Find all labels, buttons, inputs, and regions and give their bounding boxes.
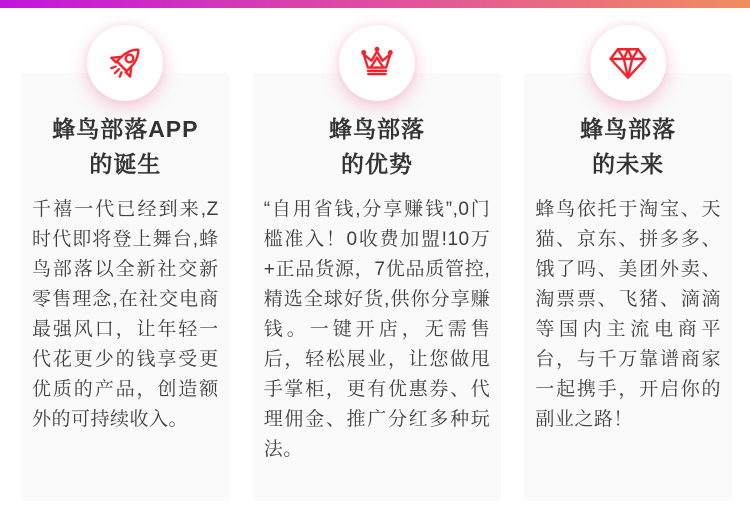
card-column-future	[524, 25, 732, 501]
card-title	[32, 112, 219, 182]
rocket-icon	[103, 41, 147, 85]
card-title-line2: 的未来	[592, 151, 665, 177]
card-app-birth	[21, 73, 230, 501]
card-future	[524, 73, 732, 501]
card-column-app-birth	[21, 25, 230, 501]
card-title-line2: 的诞生	[89, 151, 162, 177]
card-title-line1: 蜂鸟部落APP	[52, 116, 199, 142]
feature-cards-section	[0, 8, 750, 501]
top-gradient-bar	[0, 0, 750, 8]
card-title-line1: 蜂鸟部落	[329, 116, 425, 142]
card-title-line2: 的优势	[341, 151, 413, 177]
card-body: 千禧一代已经到来,Z时代即将登上舞台,蜂鸟部落以全新社交新零售理念,在社交电商最强风口，让年轻一代花更少的钱享受更优质的产品，创造额外的可持续收入。	[32, 199, 219, 430]
card-title	[535, 112, 721, 182]
card-title-line1: 蜂鸟部落	[580, 116, 677, 142]
icon-circle	[87, 25, 163, 101]
card-advantages	[253, 73, 502, 501]
diamond-icon	[606, 41, 650, 85]
icon-circle	[339, 25, 415, 101]
icon-circle	[590, 25, 666, 101]
crown-icon	[355, 41, 399, 85]
card-body: 蜂鸟依托于淘宝、天猫、京东、拼多多、饿了吗、美团外卖、淘票票、飞猪、滴滴等国内主流电商平台，与千万靠谱商家一起携手，开启你的副业之路！	[535, 199, 721, 430]
card-body: “自用省钱,分享赚钱”,0门槛准入！0收费加盟!10万+正品货源，7优品质管控,精选全球好货,供你分享赚钱。一键开店，无需售后，轻松展业，让您做甩手掌柜，更有优惠券、代理佣金、推广分红多种玩法。	[263, 199, 491, 460]
card-title	[264, 112, 491, 182]
card-column-advantages	[253, 25, 502, 501]
